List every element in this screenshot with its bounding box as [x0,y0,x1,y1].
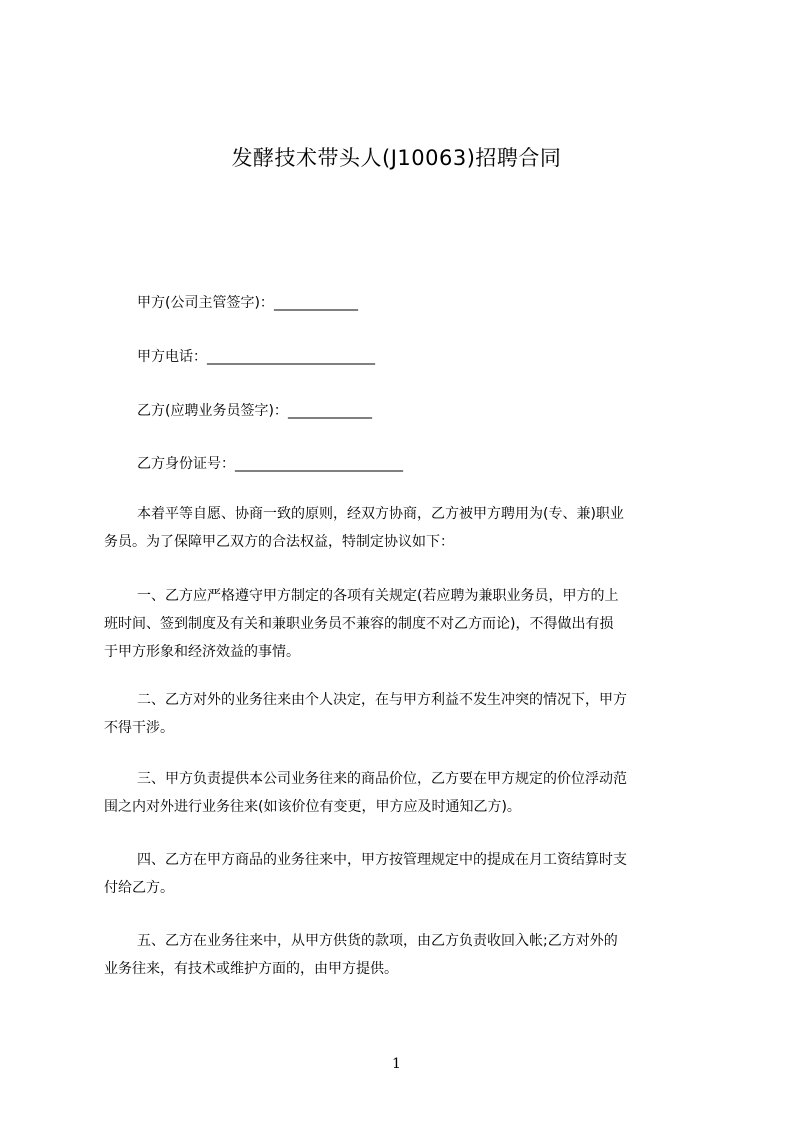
intro-paragraph [104,500,704,556]
clause-3-paragraph [104,765,704,821]
party-b-signature-field [137,400,372,420]
page-number: 1 [392,1056,401,1072]
paragraph-line: 三、甲方负责提供本公司业务往来的商品价位，乙方要在甲方规定的价位浮动范 [137,771,627,787]
paragraph-line: 本着平等自愿、协商一致的原则，经双方协商，乙方被甲方聘用为(专、兼)职业 [137,506,624,522]
party-a-signature-blank: ____________ [273,295,358,311]
paragraph-line: 不得干涉。 [104,720,174,736]
party-a-phone-label: 甲方电话： [137,349,207,365]
document-title: 发酵技术带头人(J10063)招聘合同 [231,146,562,170]
party-b-signature-blank: ____________ [287,403,372,419]
clause-2-paragraph [104,686,704,742]
party-b-id-blank: ________________________ [235,456,403,472]
paragraph-line: 付给乙方。 [104,880,174,896]
party-a-signature-label: 甲方(公司主管签字)： [137,295,274,311]
party-a-phone-field [137,346,375,366]
paragraph-line: 围之内对外进行业务往来(如该价位有变更，甲方应及时通知乙方)。 [104,799,521,815]
clause-1-paragraph [104,582,704,666]
paragraph-line: 一、乙方应严格遵守甲方制定的各项有关规定(若应聘为兼职业务员，甲方的上 [137,588,619,604]
paragraph-line: 业务往来，有技术或维护方面的，由甲方提供。 [104,961,398,977]
clause-4-paragraph [104,846,704,902]
paragraph-line: 二、乙方对外的业务往来由个人决定，在与甲方利益不发生冲突的情况下，甲方 [137,692,627,708]
clause-5-paragraph [104,927,704,983]
party-b-id-field [137,453,403,473]
paragraph-line: 四、乙方在甲方商品的业务往来中，甲方按管理规定中的提成在月工资结算时支 [137,852,627,868]
party-b-id-label: 乙方身份证号： [137,456,235,472]
paragraph-line: 务员。为了保障甲乙双方的合法权益，特制定协议如下： [104,534,454,550]
paragraph-line: 于甲方形象和经济效益的事情。 [104,644,300,660]
paragraph-line: 五、乙方在业务往来中，从甲方供货的款项，由乙方负责收回入帐;乙方对外的 [137,933,618,949]
party-a-signature-field [137,292,358,312]
party-b-signature-label: 乙方(应聘业务员签字)： [137,403,288,419]
paragraph-line: 班时间、签到制度及有关和兼职业务员不兼容的制度不对乙方而论)，不得做出有损 [104,616,614,632]
party-a-phone-blank: ________________________ [207,349,375,365]
